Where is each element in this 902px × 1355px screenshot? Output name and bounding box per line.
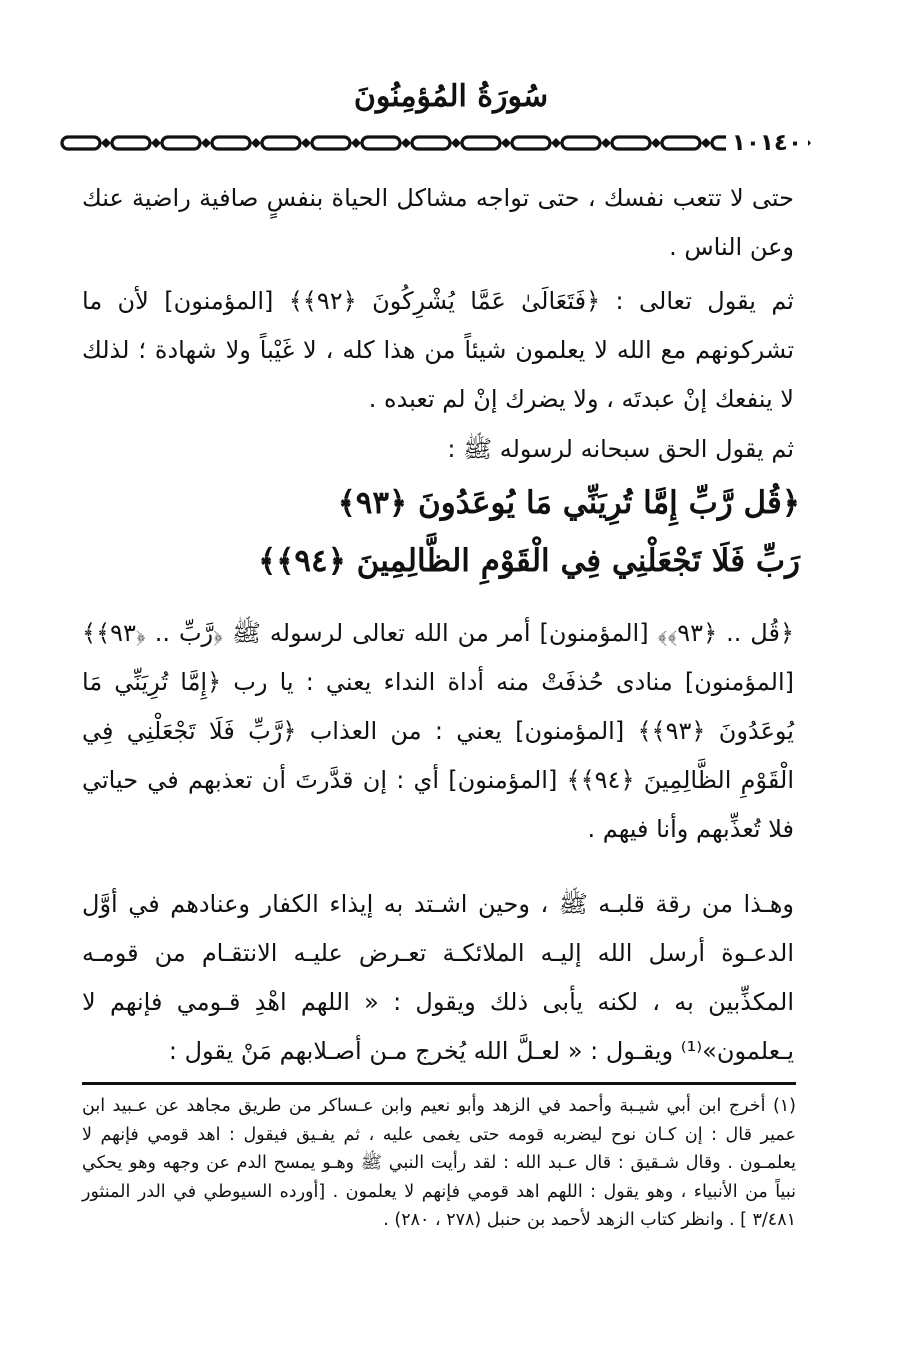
chain-link [412,137,450,149]
chain-diamond [351,138,361,148]
paragraph-3: ثم يقول الحق سبحانه لرسوله ﷺ : [447,435,794,463]
chain-link [562,137,600,149]
chain-diamond [301,138,311,148]
chain-diamond [251,138,261,148]
chain-diamond [501,138,511,148]
chain-link [162,137,200,149]
chain-link [62,137,100,149]
chain-diamond [151,138,161,148]
chain-diamond [451,138,461,148]
chain-link [112,137,150,149]
footnote-divider [82,1082,796,1085]
chain-link [662,137,700,149]
paragraph-2: ثم يقول تعالى : ﴿فَتَعَالَىٰ عَمَّا يُشْرِكُونَ ﴿٩٢﴾﴾ [المؤمنون] لأن ما تشركونهم مع الله لا يعلمون شيئاً من هذا كله ، لا غَيْباً ولا شهادة ؛ لذلك لا ينفعك إنْ عبدتَه ، ولا يضرك إنْ لم تعبده . [82,287,794,413]
paragraph-1: حتى لا تتعب نفسك ، حتى تواجه مشاكل الحياة بنفسٍ صافية راضية عنك وعن الناس . [82,184,794,261]
chain-diamond [551,138,561,148]
chain-diamond [601,138,611,148]
chain-link [262,137,300,149]
quran-verse-line-2: رَبِّ فَلَا تَجْعَلْنِي فِي الْقَوْمِ الظَّالِمِينَ ﴿٩٤﴾﴾ [258,543,800,579]
chain-diamond [701,138,711,148]
paragraph-mercy: وهـذا من رقة قلبـه ﷺ ، وحين اشـتد به إيذاء الكفار وعنادهم في أوَّل الدعـوة أرسل الله إليـه الملائكـة تعـرض عليـه الانتقـام من قومـه المكذِّبين به ، لكنه يأبى ذلك ويقول : « اللهم اهْدِ قـومي فإنهم لا يـعلمون»⁽¹⁾ ويقـول : « لعـلَّ الله يُخرج مـن أصـلابهم مَنْ يقول : [82,890,794,1065]
chain-ornament-divider [58,131,818,155]
chain-link [362,137,400,149]
chain-link [212,137,250,149]
chain-link [512,137,550,149]
paragraph-commentary: ﴿قُل .. ﴿٩٣﴾﴾ [المؤمنون] أمر من الله تعالى لرسوله ﷺ ﴿رَّبِّ .. ﴿٩٣﴾﴾ [المؤمنون] منادى حُذفَتْ منه أداة النداء يعني : يا رب ﴿إِمَّا تُرِيَنِّي مَا يُوعَدُونَ ﴿٩٣﴾﴾ [المؤمنون] يعني : من العذاب ﴿رَّبِّ فَلَا تَجْعَلْنِي فِي الْقَوْمِ الظَّالِمِينَ ﴿٩٤﴾﴾ [المؤمنون] أي : إن قدَّرتَ أن تعذبهم في حياتي فلا تُعذِّبهم وأنا فيهم . [82,619,795,843]
chain-diamond [401,138,411,148]
footnote-1: (١) أخرج ابن أبي شيـبة وأحمد في الزهد وأبو نعيم وابن عـساكر من طريق مجاهد عن عـبيد ابن عمير قال : إن كـان نوح ليضربه قومه حتى يغمى عليه ، ثم يفـيق فيقول : اهد قومي فإنهم لا يعلمـون . وقال شـقيق : قال عـبد الله : لقد رأيت النبي ﷺ وهـو يمسح الدم عن وجهه وهو يحكي نبياً من الأنبياء ، وهو يقول : اللهم اهد قومي فإنهم لا يعلمون . [أورده السيوطي في الدر المنثور ٣/٤٨١ ] . وانظر كتاب الزهد لأحمد بن حنبل (٢٧٨ ، ٢٨٠) . [82,1096,796,1230]
chain-link [462,137,500,149]
page-number: ١٠١٤٠ [726,129,808,157]
surah-title: سُورَةُ المُؤمِنُونَ [353,79,549,114]
quran-verse-line-1: ﴿قُل رَّبِّ إِمَّا تُرِيَنِّي مَا يُوعَدُونَ ﴿٩٣﴾ [337,485,800,521]
chain-link [312,137,350,149]
chain-diamond [651,138,661,148]
chain-link [612,137,650,149]
chain-diamond [201,138,211,148]
chain-diamond [101,138,111,148]
